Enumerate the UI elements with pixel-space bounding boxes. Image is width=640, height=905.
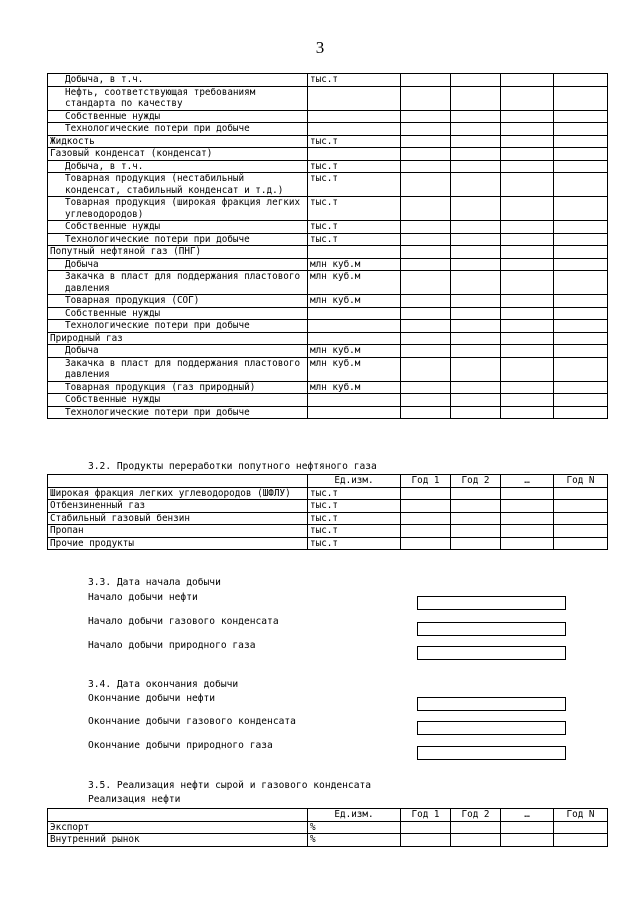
row-unit xyxy=(308,394,401,407)
value-cell[interactable] xyxy=(501,295,554,308)
value-cell[interactable] xyxy=(501,86,554,110)
table-row xyxy=(48,487,608,500)
oil-sales-table xyxy=(47,808,608,847)
row-unit xyxy=(308,110,401,123)
value-cell[interactable] xyxy=(451,74,501,87)
value-cell[interactable] xyxy=(451,512,501,525)
row-label: Технологические потери при добыче xyxy=(48,233,308,246)
value-cell[interactable] xyxy=(554,233,608,246)
value-cell[interactable] xyxy=(554,74,608,87)
value-cell[interactable] xyxy=(451,320,501,333)
row-label: Экспорт xyxy=(48,821,308,834)
end-oil-label: Окончание добычи нефти xyxy=(88,693,216,704)
section-3-3-heading: 3.3. Дата начала добычи xyxy=(88,577,221,588)
value-cell[interactable] xyxy=(554,86,608,110)
row-label: Жидкость xyxy=(48,135,308,148)
value-cell[interactable] xyxy=(501,173,554,197)
row-unit xyxy=(308,406,401,419)
value-cell[interactable] xyxy=(451,135,501,148)
value-cell[interactable] xyxy=(554,357,608,381)
row-unit: тыс.т xyxy=(308,221,401,234)
value-cell[interactable] xyxy=(501,821,554,834)
row-label: Собственные нужды xyxy=(48,110,308,123)
value-cell[interactable] xyxy=(501,271,554,295)
row-unit: тыс.т xyxy=(308,74,401,87)
value-cell[interactable] xyxy=(501,233,554,246)
value-cell[interactable] xyxy=(451,345,501,358)
value-cell[interactable] xyxy=(501,320,554,333)
row-unit xyxy=(308,86,401,110)
value-cell[interactable] xyxy=(401,271,451,295)
row-unit: тыс.т xyxy=(308,525,401,538)
row-label: Добыча, в т.ч. xyxy=(48,74,308,87)
table-header-row xyxy=(48,475,608,488)
table-row xyxy=(48,332,608,345)
start-oil-label: Начало добычи нефти xyxy=(88,592,198,603)
row-unit: млн куб.м xyxy=(308,258,401,271)
row-unit: тыс.т xyxy=(308,197,401,221)
value-cell[interactable] xyxy=(501,160,554,173)
row-unit: млн куб.м xyxy=(308,381,401,394)
row-label: Пропан xyxy=(48,525,308,538)
value-cell[interactable] xyxy=(401,512,451,525)
column-header: Год 2 xyxy=(451,809,501,822)
value-cell[interactable] xyxy=(401,307,451,320)
value-cell[interactable] xyxy=(451,221,501,234)
row-unit: % xyxy=(308,834,401,847)
table-row xyxy=(48,500,608,513)
value-cell[interactable] xyxy=(501,74,554,87)
value-cell[interactable] xyxy=(401,86,451,110)
value-cell[interactable] xyxy=(401,148,451,161)
column-header: Год 2 xyxy=(451,475,501,488)
value-cell[interactable] xyxy=(451,406,501,419)
row-unit xyxy=(308,246,401,259)
table-row xyxy=(48,834,608,847)
value-cell[interactable] xyxy=(501,834,554,847)
value-cell[interactable] xyxy=(501,487,554,500)
end-oil-date-field[interactable] xyxy=(417,697,566,711)
value-cell[interactable] xyxy=(554,406,608,419)
value-cell[interactable] xyxy=(451,381,501,394)
value-cell[interactable] xyxy=(401,381,451,394)
apg-products-table xyxy=(47,474,608,550)
value-cell[interactable] xyxy=(451,394,501,407)
column-header: Ед.изм. xyxy=(308,809,401,822)
value-cell[interactable] xyxy=(401,500,451,513)
row-label: Внутренний рынок xyxy=(48,834,308,847)
row-unit: % xyxy=(308,821,401,834)
value-cell[interactable] xyxy=(501,332,554,345)
row-label: Добыча, в т.ч. xyxy=(48,160,308,173)
value-cell[interactable] xyxy=(554,295,608,308)
value-cell[interactable] xyxy=(451,307,501,320)
row-label: Товарная продукция (широкая фракция легких углеводородов) xyxy=(48,197,308,221)
table-row xyxy=(48,307,608,320)
table-row xyxy=(48,197,608,221)
end-gas-date-field[interactable] xyxy=(417,746,566,760)
row-unit: тыс.т xyxy=(308,135,401,148)
table-row xyxy=(48,394,608,407)
row-label: Технологические потери при добыче xyxy=(48,320,308,333)
table-row xyxy=(48,406,608,419)
row-unit: млн куб.м xyxy=(308,345,401,358)
end-gas-label: Окончание добычи природного газа xyxy=(88,740,273,751)
value-cell[interactable] xyxy=(501,110,554,123)
value-cell[interactable] xyxy=(501,500,554,513)
row-label: Товарная продукция (СОГ) xyxy=(48,295,308,308)
value-cell[interactable] xyxy=(554,381,608,394)
value-cell[interactable] xyxy=(501,394,554,407)
value-cell[interactable] xyxy=(501,381,554,394)
value-cell[interactable] xyxy=(401,821,451,834)
value-cell[interactable] xyxy=(554,537,608,550)
value-cell[interactable] xyxy=(401,173,451,197)
row-label: Закачка в пласт для поддержания пластового давления xyxy=(48,271,308,295)
row-unit: тыс.т xyxy=(308,500,401,513)
value-cell[interactable] xyxy=(554,197,608,221)
row-unit: тыс.т xyxy=(308,233,401,246)
value-cell[interactable] xyxy=(554,525,608,538)
value-cell[interactable] xyxy=(451,500,501,513)
value-cell[interactable] xyxy=(554,135,608,148)
row-unit: тыс.т xyxy=(308,173,401,197)
row-unit: млн куб.м xyxy=(308,271,401,295)
row-label: Широкая фракция легких углеводородов (ШФЛУ) xyxy=(48,487,308,500)
column-header: Год N xyxy=(554,809,608,822)
value-cell[interactable] xyxy=(401,123,451,136)
row-label: Собственные нужды xyxy=(48,221,308,234)
value-cell[interactable] xyxy=(401,345,451,358)
value-cell[interactable] xyxy=(501,357,554,381)
table-row xyxy=(48,86,608,110)
value-cell[interactable] xyxy=(501,406,554,419)
value-cell[interactable] xyxy=(554,246,608,259)
value-cell[interactable] xyxy=(401,233,451,246)
value-cell[interactable] xyxy=(554,487,608,500)
value-cell[interactable] xyxy=(554,123,608,136)
header-empty xyxy=(48,475,308,488)
table-row xyxy=(48,320,608,333)
value-cell[interactable] xyxy=(451,110,501,123)
section-3-5-subheading: Реализация нефти xyxy=(88,794,181,805)
value-cell[interactable] xyxy=(451,173,501,197)
value-cell[interactable] xyxy=(554,148,608,161)
value-cell[interactable] xyxy=(501,258,554,271)
value-cell[interactable] xyxy=(451,332,501,345)
section-3-5-heading: 3.5. Реализация нефти сырой и газового конденсата xyxy=(88,780,372,791)
row-label: Стабильный газовый бензин xyxy=(48,512,308,525)
value-cell[interactable] xyxy=(451,487,501,500)
value-cell[interactable] xyxy=(451,86,501,110)
value-cell[interactable] xyxy=(501,221,554,234)
value-cell[interactable] xyxy=(401,295,451,308)
value-cell[interactable] xyxy=(451,148,501,161)
value-cell[interactable] xyxy=(401,332,451,345)
row-label: Закачка в пласт для поддержания пластового давления xyxy=(48,357,308,381)
value-cell[interactable] xyxy=(554,394,608,407)
column-header: … xyxy=(501,809,554,822)
value-cell[interactable] xyxy=(501,525,554,538)
value-cell[interactable] xyxy=(554,320,608,333)
table-row xyxy=(48,135,608,148)
value-cell[interactable] xyxy=(451,246,501,259)
row-unit xyxy=(308,307,401,320)
value-cell[interactable] xyxy=(554,258,608,271)
value-cell[interactable] xyxy=(401,135,451,148)
row-label: Природный газ xyxy=(48,332,308,345)
value-cell[interactable] xyxy=(554,500,608,513)
table-row xyxy=(48,525,608,538)
value-cell[interactable] xyxy=(401,74,451,87)
row-label: Собственные нужды xyxy=(48,394,308,407)
row-unit: тыс.т xyxy=(308,537,401,550)
value-cell[interactable] xyxy=(451,357,501,381)
row-label: Собственные нужды xyxy=(48,307,308,320)
table-row xyxy=(48,148,608,161)
column-header: Год N xyxy=(554,475,608,488)
row-label: Газовый конденсат (конденсат) xyxy=(48,148,308,161)
value-cell[interactable] xyxy=(501,307,554,320)
value-cell[interactable] xyxy=(501,135,554,148)
row-unit: тыс.т xyxy=(308,160,401,173)
value-cell[interactable] xyxy=(401,406,451,419)
end-condensate-label: Окончание добычи газового конденсата xyxy=(88,716,296,727)
start-gas-date-field[interactable] xyxy=(417,646,566,660)
row-unit: млн куб.м xyxy=(308,295,401,308)
production-table xyxy=(47,73,608,419)
table-row xyxy=(48,295,608,308)
table-row xyxy=(48,357,608,381)
value-cell[interactable] xyxy=(554,512,608,525)
value-cell[interactable] xyxy=(501,345,554,358)
table-row xyxy=(48,345,608,358)
start-gas-label: Начало добычи природного газа xyxy=(88,640,256,651)
column-header: Год 1 xyxy=(401,475,451,488)
value-cell[interactable] xyxy=(401,487,451,500)
value-cell[interactable] xyxy=(554,834,608,847)
value-cell[interactable] xyxy=(554,307,608,320)
value-cell[interactable] xyxy=(501,512,554,525)
value-cell[interactable] xyxy=(451,271,501,295)
table-row xyxy=(48,537,608,550)
value-cell[interactable] xyxy=(554,173,608,197)
row-label: Товарная продукция (газ природный) xyxy=(48,381,308,394)
row-label: Технологические потери при добыче xyxy=(48,123,308,136)
start-oil-date-field[interactable] xyxy=(417,596,566,610)
column-header: Ед.изм. xyxy=(308,475,401,488)
table-row xyxy=(48,512,608,525)
row-label: Технологические потери при добыче xyxy=(48,406,308,419)
table-row xyxy=(48,110,608,123)
value-cell[interactable] xyxy=(401,246,451,259)
row-unit xyxy=(308,148,401,161)
value-cell[interactable] xyxy=(501,197,554,221)
value-cell[interactable] xyxy=(451,160,501,173)
section-3-4-heading: 3.4. Дата окончания добычи xyxy=(88,679,239,690)
column-header: … xyxy=(501,475,554,488)
table-row xyxy=(48,821,608,834)
table-row xyxy=(48,221,608,234)
value-cell[interactable] xyxy=(554,821,608,834)
value-cell[interactable] xyxy=(554,110,608,123)
value-cell[interactable] xyxy=(554,271,608,295)
value-cell[interactable] xyxy=(451,537,501,550)
value-cell[interactable] xyxy=(401,110,451,123)
table-row xyxy=(48,381,608,394)
header-empty xyxy=(48,809,308,822)
table-row xyxy=(48,160,608,173)
value-cell[interactable] xyxy=(401,221,451,234)
value-cell[interactable] xyxy=(501,246,554,259)
value-cell[interactable] xyxy=(401,834,451,847)
value-cell[interactable] xyxy=(554,160,608,173)
row-unit: тыс.т xyxy=(308,487,401,500)
table-row xyxy=(48,74,608,87)
column-header: Год 1 xyxy=(401,809,451,822)
table-row xyxy=(48,123,608,136)
table-header-row xyxy=(48,809,608,822)
value-cell[interactable] xyxy=(501,123,554,136)
value-cell[interactable] xyxy=(451,258,501,271)
value-cell[interactable] xyxy=(401,357,451,381)
table-row xyxy=(48,258,608,271)
row-label: Добыча xyxy=(48,345,308,358)
value-cell[interactable] xyxy=(401,320,451,333)
value-cell[interactable] xyxy=(401,258,451,271)
value-cell[interactable] xyxy=(554,332,608,345)
value-cell[interactable] xyxy=(401,197,451,221)
row-label: Нефть, соответствующая требованиям стандарта по качеству xyxy=(48,86,308,110)
value-cell[interactable] xyxy=(401,160,451,173)
value-cell[interactable] xyxy=(554,345,608,358)
table-row xyxy=(48,246,608,259)
start-condensate-date-field[interactable] xyxy=(417,622,566,636)
value-cell[interactable] xyxy=(451,295,501,308)
value-cell[interactable] xyxy=(501,148,554,161)
value-cell[interactable] xyxy=(451,197,501,221)
table-row xyxy=(48,271,608,295)
row-label: Добыча xyxy=(48,258,308,271)
row-label: Товарная продукция (нестабильный конденсат, стабильный конденсат и т.д.) xyxy=(48,173,308,197)
row-unit xyxy=(308,123,401,136)
row-unit xyxy=(308,320,401,333)
value-cell[interactable] xyxy=(451,834,501,847)
value-cell[interactable] xyxy=(451,233,501,246)
row-label: Попутный нефтяной газ (ПНГ) xyxy=(48,246,308,259)
value-cell[interactable] xyxy=(401,537,451,550)
value-cell[interactable] xyxy=(501,537,554,550)
value-cell[interactable] xyxy=(451,123,501,136)
row-label: Прочие продукты xyxy=(48,537,308,550)
value-cell[interactable] xyxy=(451,821,501,834)
row-unit: тыс.т xyxy=(308,512,401,525)
row-label: Отбензиненный газ xyxy=(48,500,308,513)
section-3-2-heading: 3.2. Продукты переработки попутного нефтяного газа xyxy=(88,461,377,472)
page-number: 3 xyxy=(315,38,325,57)
value-cell[interactable] xyxy=(401,394,451,407)
row-unit: млн куб.м xyxy=(308,357,401,381)
table-row xyxy=(48,233,608,246)
row-unit xyxy=(308,332,401,345)
table-row xyxy=(48,173,608,197)
value-cell[interactable] xyxy=(451,525,501,538)
start-condensate-label: Начало добычи газового конденсата xyxy=(88,616,279,627)
value-cell[interactable] xyxy=(554,221,608,234)
end-condensate-date-field[interactable] xyxy=(417,721,566,735)
value-cell[interactable] xyxy=(401,525,451,538)
